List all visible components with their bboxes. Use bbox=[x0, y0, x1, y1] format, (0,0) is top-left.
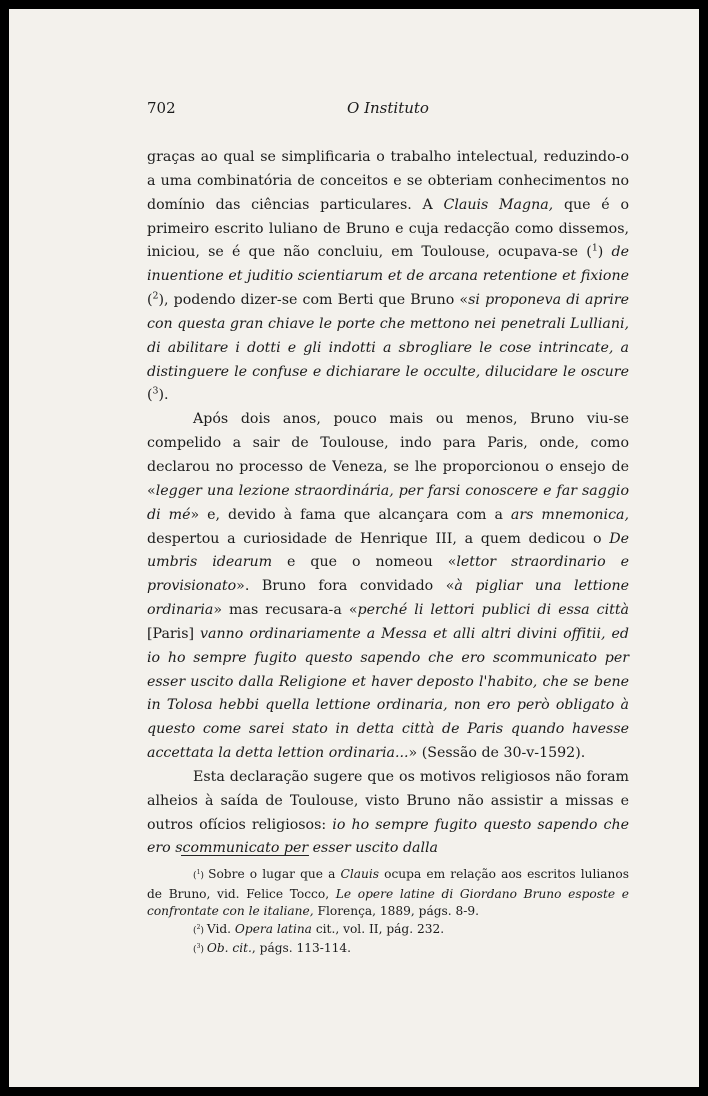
text-run: [Paris] bbox=[147, 625, 201, 642]
footnote bbox=[147, 921, 629, 941]
italic-text: Opera latina bbox=[234, 921, 312, 936]
italic-text: si proponeva di aprire con questa gran chiave le porte che mettono nei penetrali Lulliani, di abilitare i dotti e gli indotti a sbrogliare le cose intrincate, a distinguere le confuse e dichiarare le occulte, dilucidare le oscure bbox=[147, 292, 629, 380]
text-run: ocupa em relação aos escritos lulianos de Bruno, vid. Felice Tocco, bbox=[147, 867, 629, 901]
italic-text: Clauis bbox=[340, 867, 379, 881]
paragraph bbox=[147, 146, 629, 408]
paragraph bbox=[147, 408, 629, 766]
italic-text: Clauis Magna, bbox=[443, 196, 554, 213]
italic-text: Le opere latine di Giordano Bruno esposte e confrontate con le italiane, bbox=[147, 886, 629, 918]
text-run: ). bbox=[158, 387, 169, 404]
footnote-number: 1 bbox=[196, 868, 201, 876]
text-run: , pág. 232. bbox=[378, 921, 445, 936]
text-run: cit., vol. bbox=[311, 921, 369, 936]
running-title: O Instituto bbox=[347, 99, 429, 117]
paragraph bbox=[147, 766, 629, 861]
footnote-marker: ($^3$) bbox=[193, 942, 207, 955]
italic-text: io ho sempre fugito questo sapendo che ero scommunicato per esser uscito dalla bbox=[147, 816, 629, 857]
text-run: Vid. bbox=[206, 921, 235, 936]
book-page bbox=[9, 9, 699, 1087]
text-run: Após dois anos, pouco mais ou menos, Bruno viu-se compelido a sair de Toulouse, indo para Paris, onde, como declarou no processo de Veneza, se lhe proporcionou o ensejo de « bbox=[147, 411, 629, 499]
text-run: » mas recusara-a « bbox=[213, 602, 358, 619]
italic-text: à pigliar una lettione ordinaria bbox=[147, 578, 630, 619]
italic-text: Ob. cit. bbox=[206, 941, 252, 955]
text-run: e que o nomeou « bbox=[272, 554, 457, 571]
italic-text: de inuentione et juditio scientiarum et de arcana retentione et fixione bbox=[147, 244, 629, 285]
footnote-reference: 3 bbox=[152, 385, 159, 397]
footnote-rule bbox=[181, 855, 309, 856]
text-run: que é o primeiro escrito luliano de Bruno e cuja redacção como dissemos, iniciou, se é que não concluiu, em Toulouse, ocupava-se ( bbox=[147, 196, 629, 261]
roman-numeral: II bbox=[368, 921, 379, 936]
text-run: » (Sessão de 30-v-1592). bbox=[408, 745, 586, 762]
text-run: despertou a curiosidade de Henrique bbox=[147, 530, 436, 547]
text-run: ( bbox=[147, 292, 153, 309]
text-run: ( bbox=[147, 387, 153, 404]
text-run: ) bbox=[597, 244, 612, 261]
page-number: 702 bbox=[147, 99, 176, 117]
roman-numeral: III bbox=[435, 530, 453, 547]
footnote-marker: ($^2$) bbox=[193, 923, 207, 936]
text-run: ), podendo dizer-se com Berti que Bruno « bbox=[158, 292, 469, 309]
footnote-reference: 1 bbox=[591, 242, 598, 254]
footnote-marker: ($^1$) bbox=[193, 868, 209, 881]
text-run: Esta declaração sugere que os motivos religiosos não foram alheios à saída de Toulouse, visto Bruno não assistir a missas e outros ofícios religiosos: bbox=[147, 768, 629, 833]
italic-text: ars mnemonica, bbox=[510, 506, 630, 523]
footnote-number: 3 bbox=[196, 942, 201, 950]
text-run: , págs. 113-114. bbox=[251, 941, 352, 955]
text-run: ». Bruno fora convidado « bbox=[236, 578, 455, 595]
italic-text: perché li lettori publici di essa città bbox=[357, 602, 629, 619]
text-run: » e, devido à fama que alcançara com a bbox=[190, 506, 511, 523]
italic-text: De umbris idearum bbox=[147, 530, 629, 571]
footnotes bbox=[147, 866, 629, 960]
text-run: graças ao qual se simplificaria o trabalho intelectual, reduzindo-o a uma combinatória de conceitos e se obteriam conhecimentos no domínio das ciências particulares. A bbox=[147, 149, 629, 213]
footnote bbox=[147, 866, 629, 921]
text-run: , a quem dedicou o bbox=[452, 530, 610, 547]
italic-text: legger una lezione straordinária, per farsi conoscere e far saggio di mé bbox=[147, 482, 629, 523]
italic-text: lettor straordinario e provisionato bbox=[147, 554, 629, 595]
body-text bbox=[147, 146, 629, 861]
page-header bbox=[147, 99, 629, 119]
text-run: Florença, 1889, págs. 8-9. bbox=[313, 904, 480, 918]
italic-text: vanno ordinariamente a Messa et alli altri divini offitii, ed io ho sempre fugito questo sapendo che ero scommunicato per esser uscito dalla Religione et haver deposto l'habito, che se bene in Tolosa hebbi quella lettione ordinaria, non ero però obligato à questo come sarei stato in detta città de Paris quando havesse accettata la detta lettion ordinaria... bbox=[147, 625, 629, 762]
footnote bbox=[147, 940, 629, 960]
footnote-reference: 2 bbox=[152, 290, 159, 302]
text-run: Sobre o lugar que a bbox=[208, 867, 341, 881]
footnote-number: 2 bbox=[196, 923, 201, 931]
